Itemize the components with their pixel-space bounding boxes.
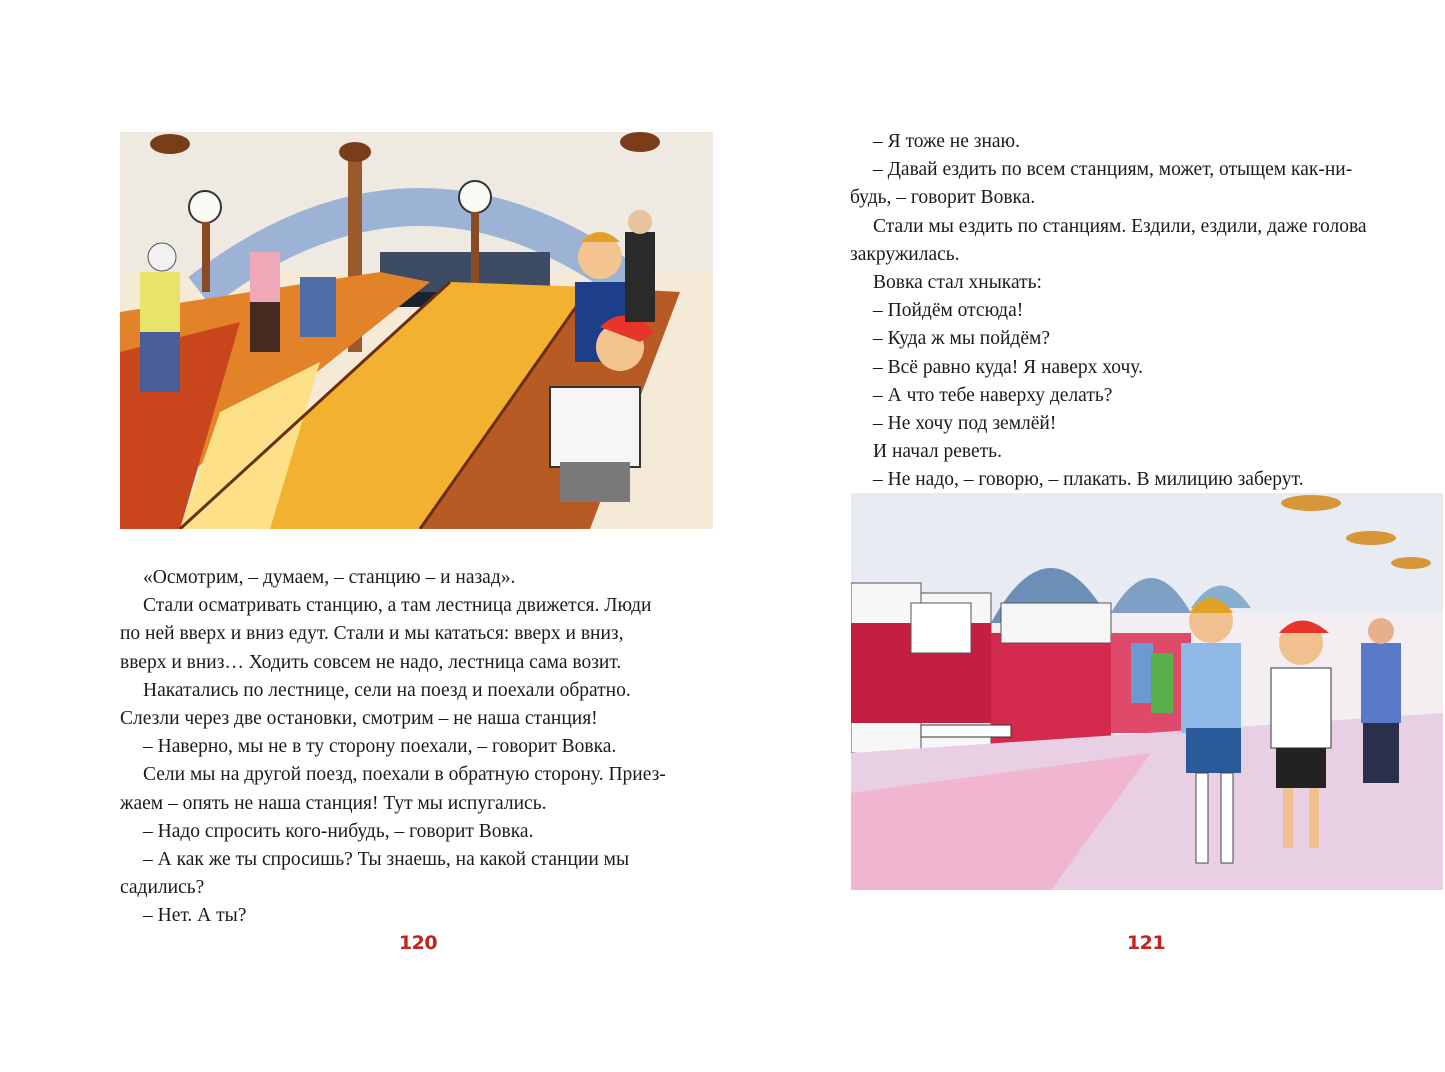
paragraph: «Осмотрим, – думаем, – станцию – и назад». [143, 567, 516, 588]
paragraph: – А как же ты спросишь? Ты знаешь, на какой станции мы [143, 849, 630, 871]
paragraph: – Куда ж мы пойдём? [873, 328, 1050, 350]
paragraph: – А что тебе наверху делать? [873, 384, 1113, 406]
paragraph: – Нет. А ты? [143, 905, 247, 927]
paragraph: – Я тоже не знаю. [873, 131, 1020, 152]
paragraph: вверх и вниз… Ходить совсем не надо, лестница сама возит. [120, 651, 622, 673]
paragraph: жаем – опять не наша станция! Тут мы испугались. [120, 792, 547, 814]
left-page-text [120, 564, 713, 931]
right-page-text [850, 128, 1442, 495]
station-hall-illustration [851, 493, 1443, 890]
paragraph: – Не надо, – говорю, – плакать. В милицию заберут. [873, 469, 1304, 491]
page-number: 121 [1126, 932, 1166, 954]
paragraph: Стали осматривать станцию, а там лестница движется. Люди [143, 595, 652, 617]
paragraph: Вовка стал хныкать: [873, 272, 1042, 294]
paragraph: – Давай ездить по всем станциям, может, отыщем как-ни- [873, 159, 1353, 181]
paragraph: – Надо спросить кого-нибудь, – говорит Вовка. [143, 820, 534, 842]
paragraph: – Наверно, мы не в ту сторону поехали, – говорит Вовка. [143, 736, 617, 758]
right-page [723, 0, 1445, 1072]
paragraph: – Не хочу под землёй! [873, 413, 1057, 435]
paragraph: садились? [120, 877, 205, 899]
page-number: 120 [398, 932, 438, 954]
escalator-illustration [120, 132, 713, 529]
paragraph: Слезли через две остановки, смотрим – не наша станция! [120, 708, 598, 730]
paragraph: Накатались по лестнице, сели на поезд и поехали обратно. [143, 679, 631, 701]
paragraph: – Пойдём отсюда! [873, 300, 1024, 322]
paragraph: по ней вверх и вниз едут. Стали и мы кататься: вверх и вниз, [120, 623, 624, 645]
paragraph: И начал реветь. [873, 441, 1002, 463]
paragraph: Стали мы ездить по станциям. Ездили, ездили, даже голова [873, 215, 1367, 237]
paragraph: – Всё равно куда! Я наверх хочу. [873, 356, 1143, 378]
paragraph: закружилась. [850, 243, 960, 265]
paragraph: будь, – говорит Вовка. [850, 187, 1036, 209]
paragraph: Сели мы на другой поезд, поехали в обратную сторону. Приез- [143, 764, 666, 786]
left-page [0, 0, 722, 1072]
